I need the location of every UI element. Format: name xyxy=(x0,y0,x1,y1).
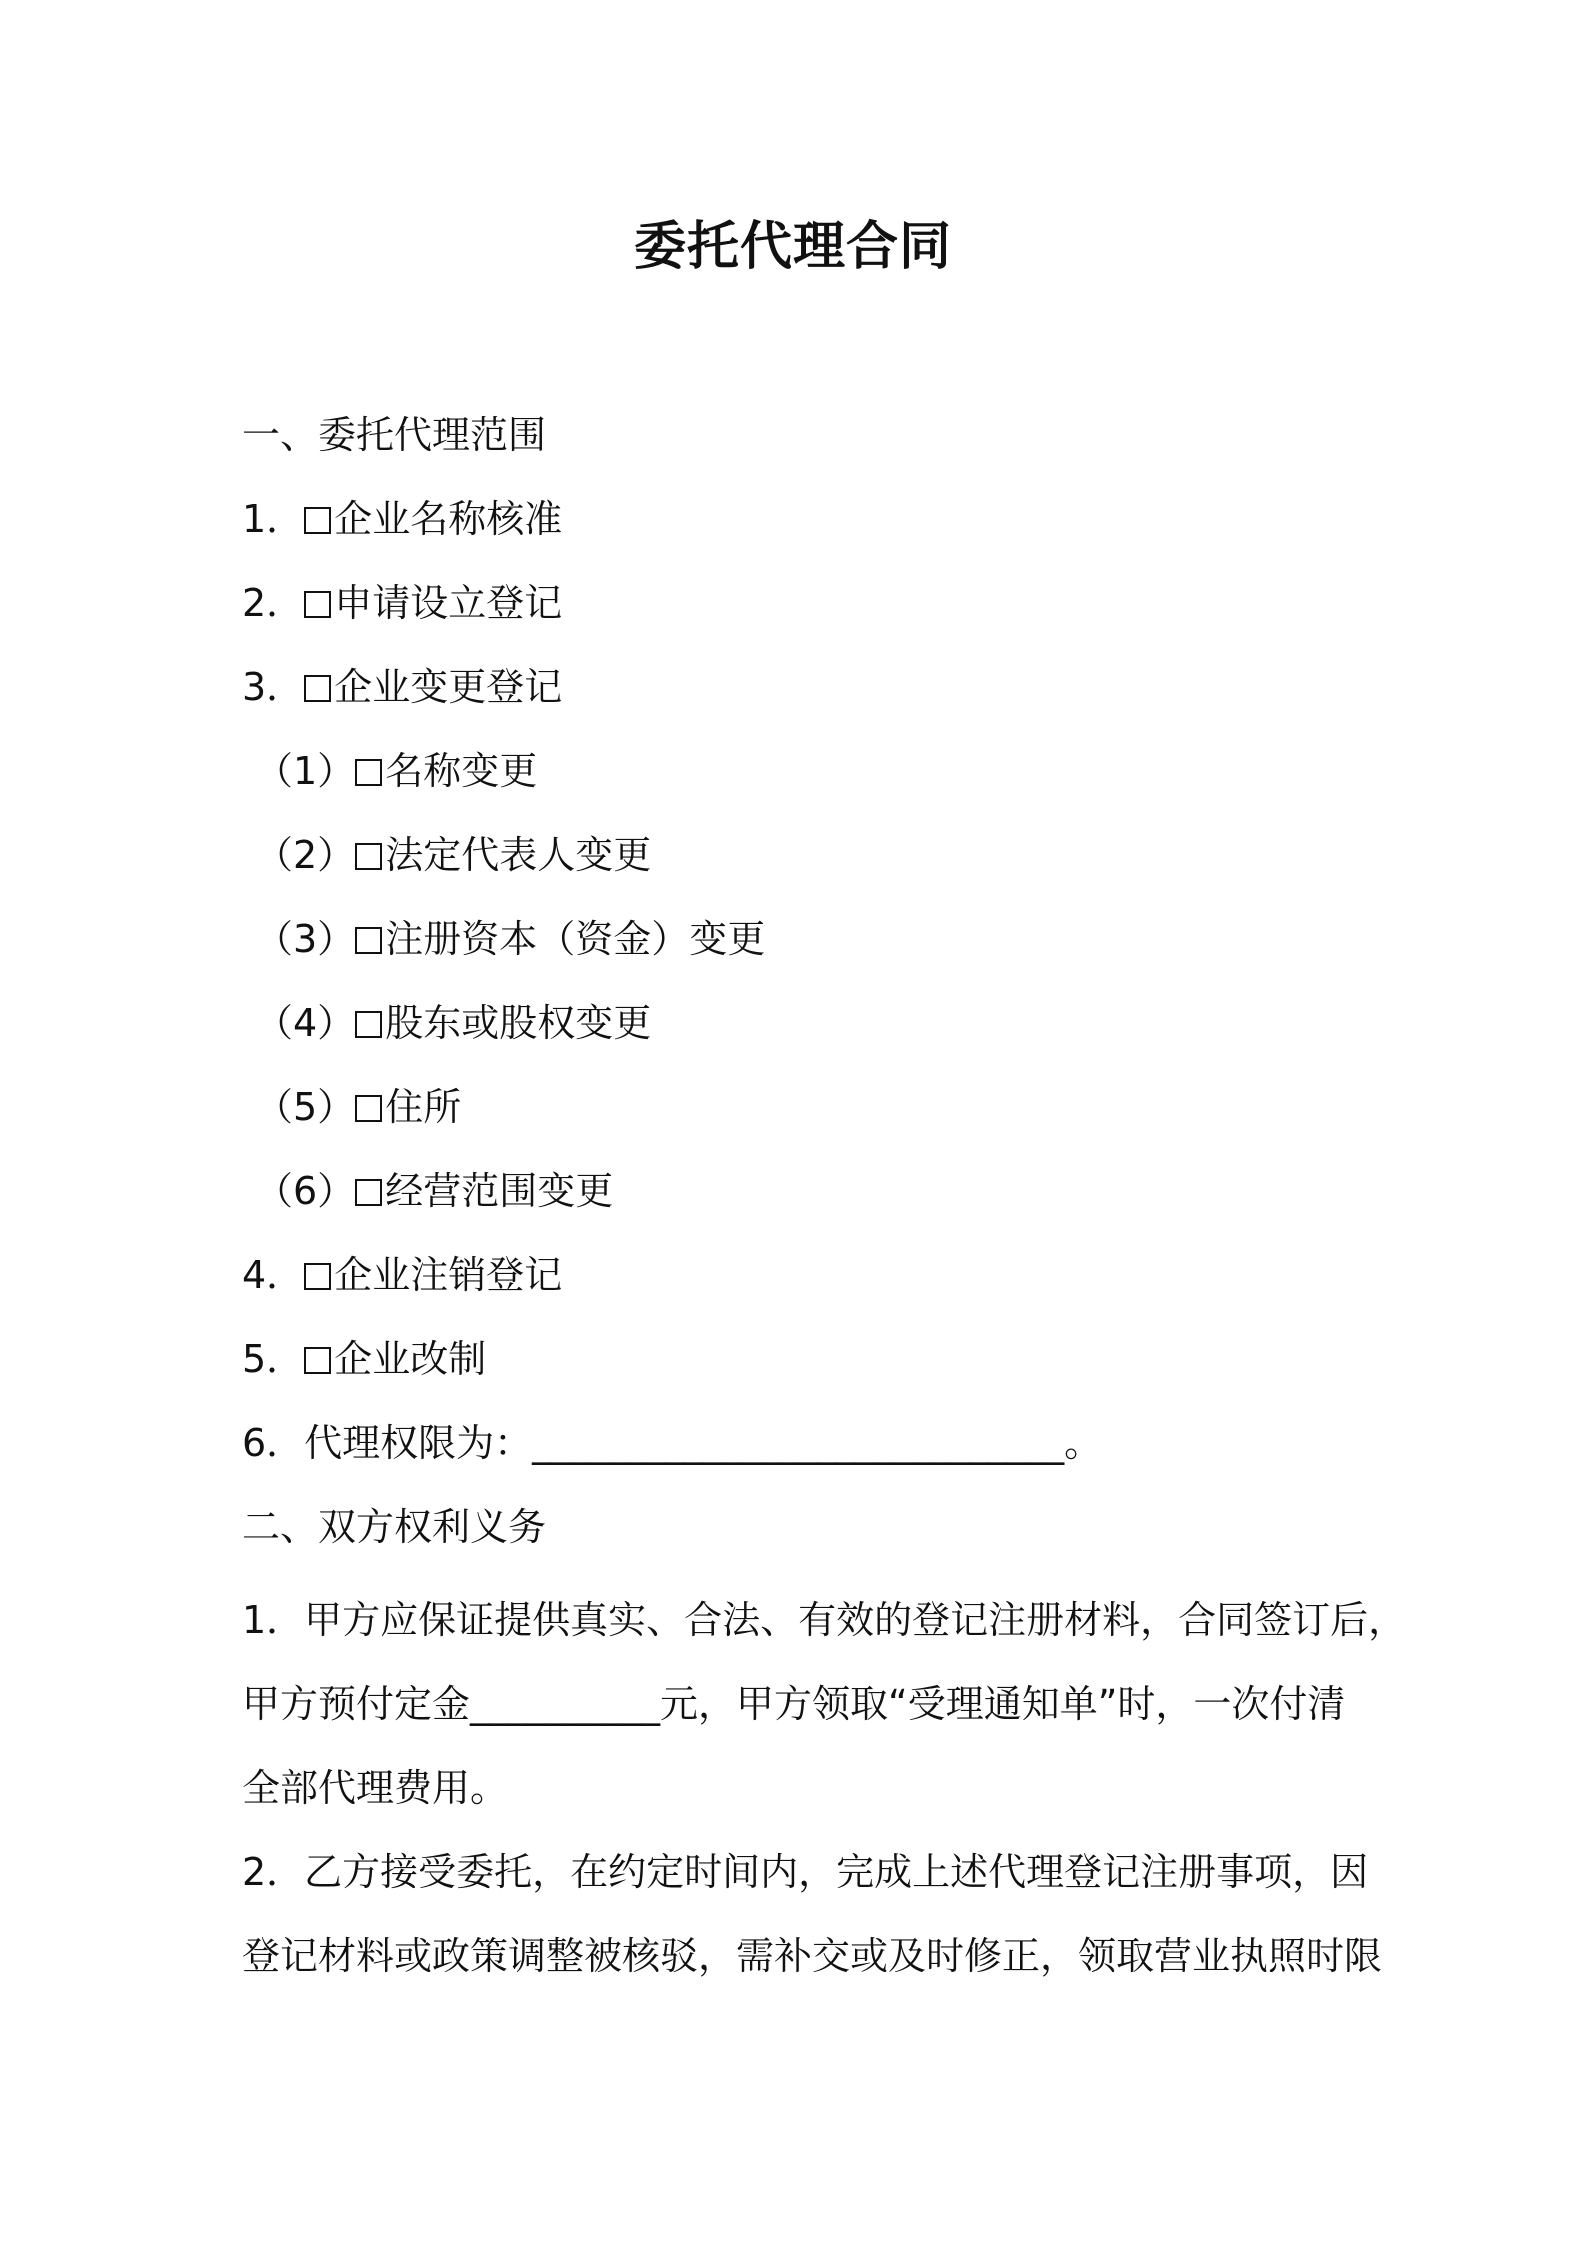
item-number: 5． xyxy=(242,1337,305,1381)
clause-2 xyxy=(242,1830,1383,1998)
checkbox-icon[interactable] xyxy=(355,1011,382,1038)
checkbox-icon[interactable] xyxy=(304,1347,331,1374)
document-title: 委托代理合同 xyxy=(633,217,952,277)
subitem-label: 法定代表人变更 xyxy=(385,833,652,877)
item-number: 1． xyxy=(242,497,305,541)
subitem-label: 股东或股权变更 xyxy=(385,1001,652,1045)
clause-line: 2．乙方接受委托，在约定时间内，完成上述代理登记注册事项，因 xyxy=(242,1850,1369,1894)
authority-line: 6．代理权限为：____________________________。 xyxy=(242,1421,1103,1465)
section-1-heading: 一、委托代理范围 xyxy=(242,413,547,457)
change-subitem-4 xyxy=(255,998,651,1048)
change-subitem-2 xyxy=(255,830,651,880)
subitem-number: （2） xyxy=(255,833,356,877)
scope-item-2 xyxy=(242,578,562,628)
item-label: 申请设立登记 xyxy=(334,581,563,625)
checkbox-icon[interactable] xyxy=(304,1263,331,1290)
scope-item-5 xyxy=(242,1334,486,1384)
subitem-label: 经营范围变更 xyxy=(385,1169,614,1213)
clause-line: 全部代理费用。 xyxy=(242,1766,509,1810)
change-subitem-5 xyxy=(255,1082,461,1132)
section-2-heading: 二、双方权利义务 xyxy=(242,1505,547,1549)
clause-1 xyxy=(242,1578,1407,1830)
checkbox-icon[interactable] xyxy=(355,1095,382,1122)
checkbox-icon[interactable] xyxy=(304,591,331,618)
item-number: 2． xyxy=(242,581,305,625)
checkbox-icon[interactable] xyxy=(355,1179,382,1206)
scope-item-4 xyxy=(242,1250,562,1300)
checkbox-icon[interactable] xyxy=(304,675,331,702)
subitem-label: 名称变更 xyxy=(385,749,538,793)
scope-item-3 xyxy=(242,662,562,712)
change-subitem-6 xyxy=(255,1166,613,1216)
change-subitem-3 xyxy=(255,914,765,964)
clause-line: 甲方预付定金__________元，甲方领取“受理通知单”时，一次付清 xyxy=(242,1682,1346,1726)
checkbox-icon[interactable] xyxy=(355,843,382,870)
clause-line: 登记材料或政策调整被核驳，需补交或及时修正，领取营业执照时限 xyxy=(242,1934,1383,1978)
subitem-number: （5） xyxy=(255,1085,356,1129)
item-number: 4． xyxy=(242,1253,305,1297)
change-subitem-1 xyxy=(255,746,537,796)
subitem-number: （1） xyxy=(255,749,356,793)
item-label: 企业改制 xyxy=(334,1337,487,1381)
checkbox-icon[interactable] xyxy=(355,759,382,786)
item-label: 企业名称核准 xyxy=(334,497,563,541)
subitem-number: （3） xyxy=(255,917,356,961)
checkbox-icon[interactable] xyxy=(355,927,382,954)
item-number: 3． xyxy=(242,665,305,709)
checkbox-icon[interactable] xyxy=(304,507,331,534)
item-label: 企业变更登记 xyxy=(334,665,563,709)
subitem-label: 住所 xyxy=(385,1085,462,1129)
subitem-label: 注册资本（资金）变更 xyxy=(385,917,766,961)
subitem-number: （4） xyxy=(255,1001,356,1045)
item-label: 企业注销登记 xyxy=(334,1253,563,1297)
subitem-number: （6） xyxy=(255,1169,356,1213)
clause-line: 1．甲方应保证提供真实、合法、有效的登记注册材料，合同签订后， xyxy=(242,1598,1407,1642)
scope-item-1 xyxy=(242,494,562,544)
